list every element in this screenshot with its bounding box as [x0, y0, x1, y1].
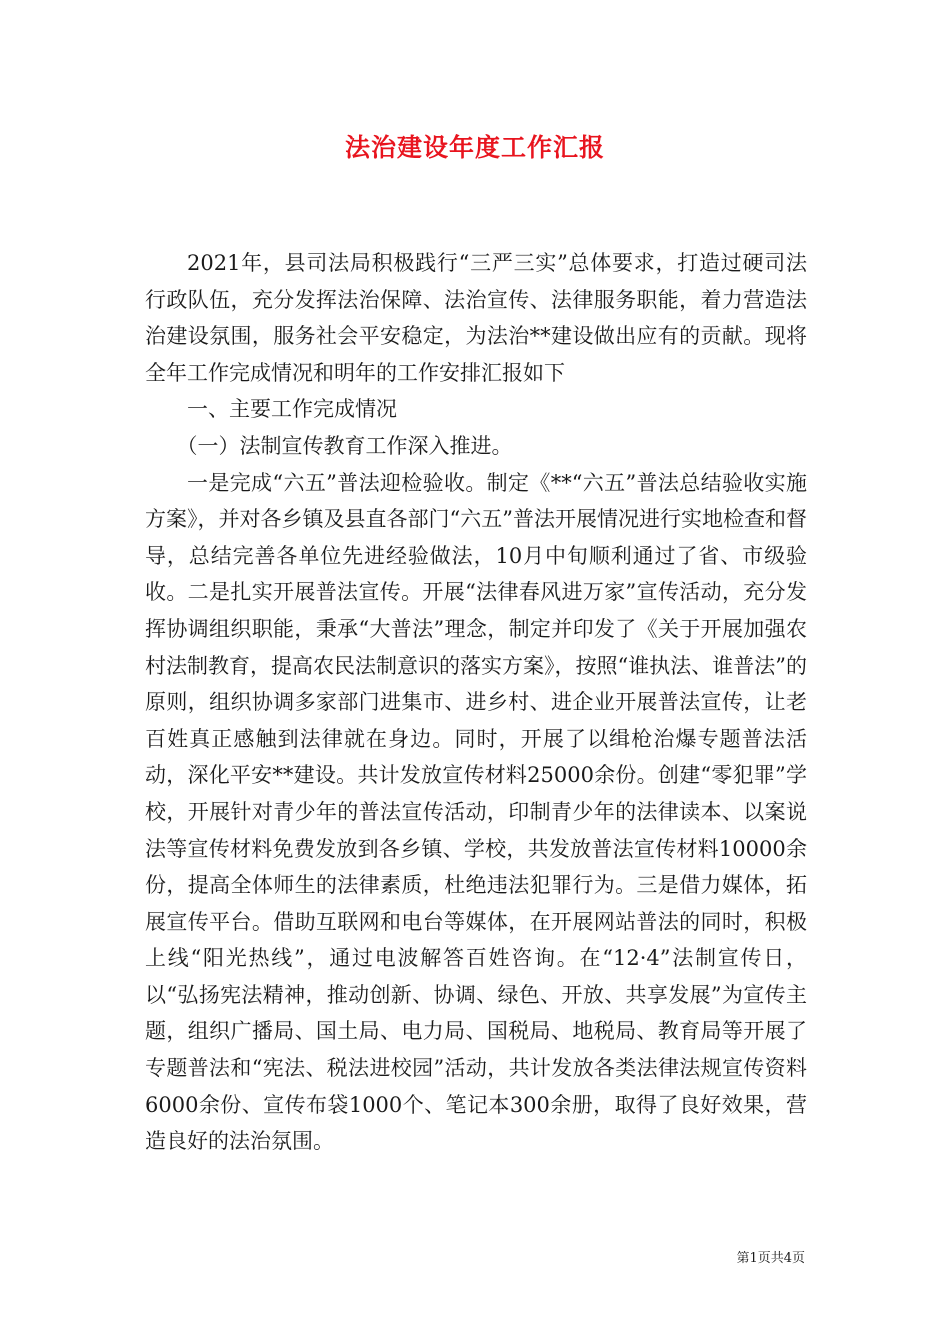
page-number: 第1页共4页 — [736, 1251, 805, 1266]
section-heading: 一、主要工作完成情况 — [187, 397, 397, 422]
intro-paragraph: 2021年，县司法局积极践行“三严三实”总体要求，打造过硬司法行政队伍，充分发挥法治保障、法治宣传、法律服务职能，着力营造法治建设氛围，服务社会平安稳定，为法治**建设做出应有的贡献。现将全年工作完成情况和明年的工作安排汇报如下 — [145, 251, 807, 385]
subsection-paragraph: 一是完成“六五”普法迎检验收。制定《**“六五”普法总结验收实施方案》，并对各乡镇及县直各部门“六五”普法开展情况进行实地检查和督导，总结完善各单位先进经验做法，10月中旬顺利通过了省、市级验收。二是扎实开展普法宣传。开展“法律春风进万家”宣传活动，充分发挥协调组织职能，秉承“大普法”理念，制定并印发了《关于开展加强农村法制教育，提高农民法制意识的落实方案》，按照“谁执法、谁普法”的原则，组织协调多家部门进集市、进乡村、进企业开展普法宣传，让老百姓真正感触到法律就在身边。同时，开展了以缉枪治爆专题普法活动，深化平安**建设。共计发放宣传材料25000余份。创建“零犯罪”学校，开展针对青少年的普法宣传活动，印制青少年的法律读本、以案说法等宣传材料免费发放到各乡镇、学校，共发放普法宣传材料10000余份，提高全体师生的法律素质，杜绝违法犯罪行为。三是借力媒体，拓展宣传平台。借助互联网和电台等媒体，在开展网站普法的同时，积极上线“阳光热线”，通过电波解答百姓咨询。在“12·4”法制宣传日，以“弘扬宪法精神，推动创新、协调、绿色、开放、共享发展”为宣传主题，组织广播局、国土局、电力局、国税局、地税局、教育局等开展了专题普法和“宪法、税法进校园”活动，共计发放各类法律法规宣传资料6000余份、宣传布袋1000个、笔记本300余册，取得了良好效果，营造良好的法治氛围。 — [145, 470, 807, 1154]
subsection-heading: （一）法制宣传教育工作深入推进。 — [176, 433, 513, 458]
document-body — [145, 245, 807, 1160]
document-title: 法治建设年度工作汇报 — [344, 133, 605, 162]
